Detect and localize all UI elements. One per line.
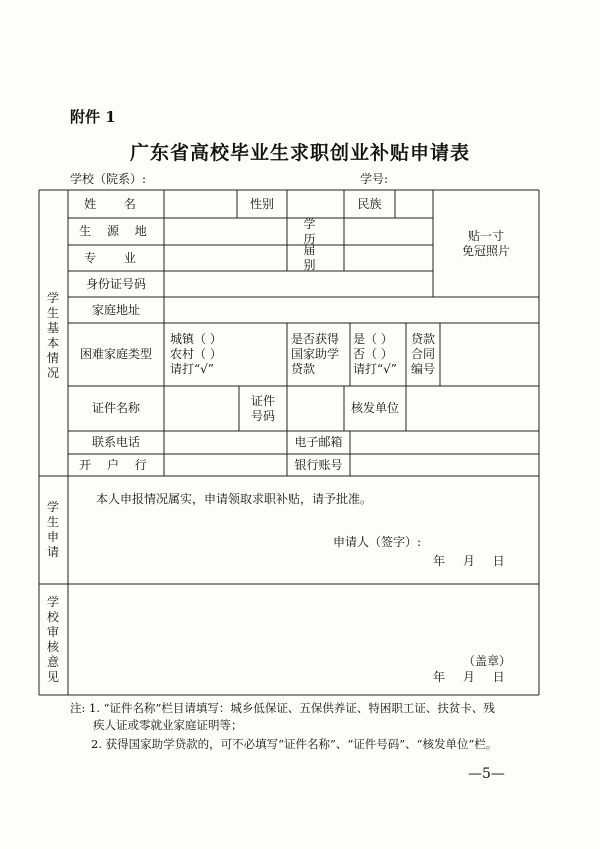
option-urban[interactable]: 城镇（ ） xyxy=(170,332,222,346)
section-label-application: 学生申请 xyxy=(46,500,59,559)
cert-no-line1: 证件 xyxy=(250,393,275,408)
label-name: 姓 名 xyxy=(84,196,148,211)
section-label-school-review: 学校审核意见 xyxy=(46,595,59,684)
note-1: 注: 1. “证件名称”栏目请填写：城乡低保证、五保供养证、特困职工证、扶贫卡、残 xyxy=(70,701,495,715)
aid-question-line3: 贷款 xyxy=(291,362,316,376)
page-number: —5— xyxy=(468,766,505,782)
aid-question-line1: 是否获得 xyxy=(291,332,340,346)
label-cohort: 届 别 xyxy=(303,243,328,272)
address-field[interactable] xyxy=(164,297,539,323)
student-number-label: 学号: xyxy=(360,172,389,186)
label-account: 银行账号 xyxy=(294,457,343,472)
photo-box[interactable] xyxy=(433,190,539,297)
label-cert-name: 证件名称 xyxy=(91,401,140,415)
education-field[interactable] xyxy=(344,218,433,245)
photo-label-line2: 免冠照片 xyxy=(461,243,510,258)
bank-field[interactable] xyxy=(164,454,287,476)
label-aid-loan xyxy=(291,323,349,386)
option-rural[interactable]: 农村（ ） xyxy=(170,347,222,361)
cert-no-line2: 号码 xyxy=(250,408,275,423)
note-2: 2. 获得国家助学贷款的，可不必填写“证件名称”、“证件号码”、“核发单位”栏。 xyxy=(91,737,498,751)
option-no[interactable]: 否（ ） xyxy=(353,347,393,361)
form-title: 广东省高校毕业生求职创业补贴申请表 xyxy=(129,142,470,164)
loan-no-line1: 贷款 xyxy=(410,332,435,346)
attachment-label: 附件 1 xyxy=(70,108,116,126)
label-cert-number xyxy=(239,386,287,431)
label-email: 电子邮箱 xyxy=(294,435,343,449)
note-1-continued: 疾人证或零就业家庭证明等； xyxy=(93,718,243,732)
label-phone: 联系电话 xyxy=(91,435,140,449)
label-major: 专 业 xyxy=(84,250,148,265)
major-field[interactable] xyxy=(164,245,287,271)
label-ethnicity: 民族 xyxy=(357,196,382,211)
aid-question-line2: 国家助学 xyxy=(291,347,340,361)
loan-no-line2: 合同 xyxy=(410,347,435,361)
hardship-type-options[interactable] xyxy=(170,323,285,386)
application-declaration: 本人申报情况属实，申请领取求职补贴，请予批准。 xyxy=(96,492,373,506)
label-address: 家庭地址 xyxy=(91,302,140,317)
ethnicity-field[interactable] xyxy=(395,190,433,218)
photo-label-line1: 贴一寸 xyxy=(467,228,504,243)
id-number-field[interactable] xyxy=(164,271,433,297)
option-yes[interactable]: 是（ ） xyxy=(353,332,393,346)
label-loan-contract-number xyxy=(406,323,440,386)
loan-no-line3: 编号 xyxy=(410,362,435,376)
label-id-number: 身份证号码 xyxy=(85,276,146,291)
issuer-field[interactable] xyxy=(406,386,539,431)
application-date: 年 月 日 xyxy=(433,554,505,568)
seal-label: （盖章） xyxy=(463,654,512,668)
school-label: 学校（院系）: xyxy=(70,172,147,186)
section-label-basic-info: 学生基本情况 xyxy=(46,291,59,380)
label-gender: 性别 xyxy=(249,196,274,211)
phone-field[interactable] xyxy=(164,431,287,454)
origin-field[interactable] xyxy=(164,218,287,245)
loan-contract-number-field[interactable] xyxy=(440,323,539,386)
account-field[interactable] xyxy=(350,454,539,476)
cert-number-field[interactable] xyxy=(287,386,344,431)
label-hardship-type: 困难家庭类型 xyxy=(79,347,152,361)
gender-field[interactable] xyxy=(287,190,344,218)
tick-hint-2: 请打“√” xyxy=(353,362,397,376)
tick-hint: 请打“√” xyxy=(170,362,214,376)
label-origin: 生 源 地 xyxy=(79,224,153,238)
label-education: 学 历 xyxy=(303,216,328,246)
cert-name-field[interactable] xyxy=(164,386,239,431)
aid-loan-options[interactable] xyxy=(353,323,405,386)
email-field[interactable] xyxy=(350,431,539,454)
name-field[interactable] xyxy=(164,190,237,218)
label-bank: 开 户 行 xyxy=(79,457,153,472)
review-date: 年 月 日 xyxy=(433,670,505,684)
label-issuer: 核发单位 xyxy=(350,401,399,415)
applicant-signature-label: 申请人（签字）: xyxy=(333,535,422,549)
cohort-field[interactable] xyxy=(344,245,433,271)
